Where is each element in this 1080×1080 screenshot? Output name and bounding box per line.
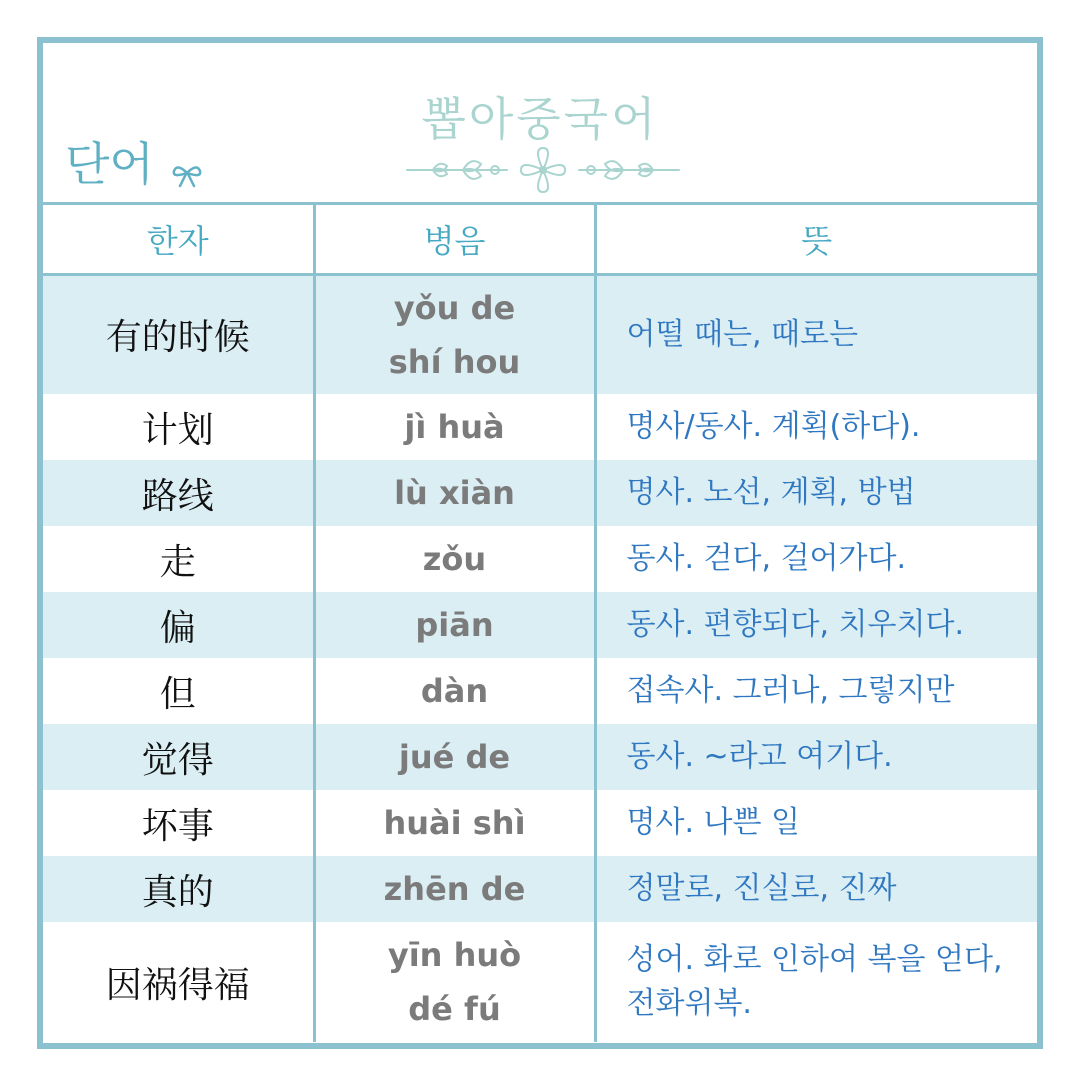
table-row [43,658,1037,724]
pinyin-line: piān [415,606,494,644]
meaning-cell [595,724,1037,790]
brand-title: 뽑아중국어 [421,92,659,146]
hanzi-cell: 计划 [141,409,214,451]
hanzi-cell: 坏事 [141,805,214,847]
meaning-line: 동사. ~라고 여기다. [626,739,893,774]
meaning-line: 성어. 화로 인하여 복을 얻다, [626,942,1003,977]
table-row [43,592,1037,658]
table-row [43,856,1037,922]
pinyin-line: lù xiàn [394,474,515,512]
hanzi-cell: 有的时候 [43,274,314,394]
meaning-cell [595,856,1037,922]
pinyin-cell [314,922,595,1042]
pinyin-cell [314,658,595,724]
meaning-cell [595,922,1037,1042]
pinyin-cell [314,394,595,460]
pinyin-line: jué de [398,738,511,776]
column-header-pinyin: 병음 [314,205,595,274]
meaning-line: 명사. 나쁜 일 [626,805,801,840]
pinyin-line: zǒu [422,540,487,578]
table-row [43,394,1037,460]
pinyin-line: huài shì [383,804,526,842]
meaning-cell [595,592,1037,658]
pinyin-cell [314,274,595,394]
table-row [43,724,1037,790]
table-row [43,274,1037,394]
pinyin-line: yīn huò [387,936,522,974]
column-header-meaning: 뜻 [595,205,1037,274]
hanzi-cell: 真的 [43,856,314,922]
table-row [43,922,1037,1042]
hanzi-cell: 路线 [43,460,314,526]
vocab-table [43,205,1037,1042]
floral-divider-icon [403,145,683,195]
hanzi-cell: 走 [159,541,196,583]
meaning-cell [595,526,1037,592]
meaning-line: 동사. 편향되다, 치우치다. [626,607,964,642]
table-row [43,526,1037,592]
meaning-line: 전화위복. [626,986,752,1021]
table-header-row [43,205,1037,274]
hanzi-cell: 偏 [43,592,314,658]
meaning-line: 어떨 때는, 때로는 [626,316,858,352]
meaning-cell [595,790,1037,856]
pinyin-line: dé fú [408,990,501,1028]
pinyin-line: dàn [420,672,489,710]
ribbon-bow-icon [171,161,203,189]
meaning-cell [595,394,1037,460]
vocab-card [37,37,1043,1049]
table-row [43,790,1037,856]
card-header [43,43,1037,205]
pinyin-cell [314,790,595,856]
column-header-hanzi: 한자 [43,205,314,274]
pinyin-cell [314,526,595,592]
pinyin-line: zhēn de [383,870,526,908]
pinyin-line: yǒu de [393,288,516,327]
section-label: 단어 [65,137,154,191]
meaning-line: 동사. 걷다, 걸어가다. [626,541,907,576]
pinyin-line: shí hou [388,342,521,381]
pinyin-cell [314,460,595,526]
meaning-cell [595,460,1037,526]
meaning-line: 명사/동사. 계획(하다). [626,409,921,444]
meaning-cell [595,274,1037,394]
pinyin-cell [314,724,595,790]
pinyin-cell [314,592,595,658]
meaning-line: 정말로, 진실로, 진짜 [626,871,897,906]
hanzi-cell: 觉得 [43,724,314,790]
hanzi-cell: 因祸得福 [105,964,250,1006]
meaning-line: 접속사. 그러나, 그렇지만 [626,673,955,708]
pinyin-line: jì huà [404,408,505,446]
hanzi-cell: 但 [159,673,196,715]
table-row [43,460,1037,526]
meaning-line: 명사. 노선, 계획, 방법 [626,475,916,510]
meaning-cell [595,658,1037,724]
pinyin-cell [314,856,595,922]
